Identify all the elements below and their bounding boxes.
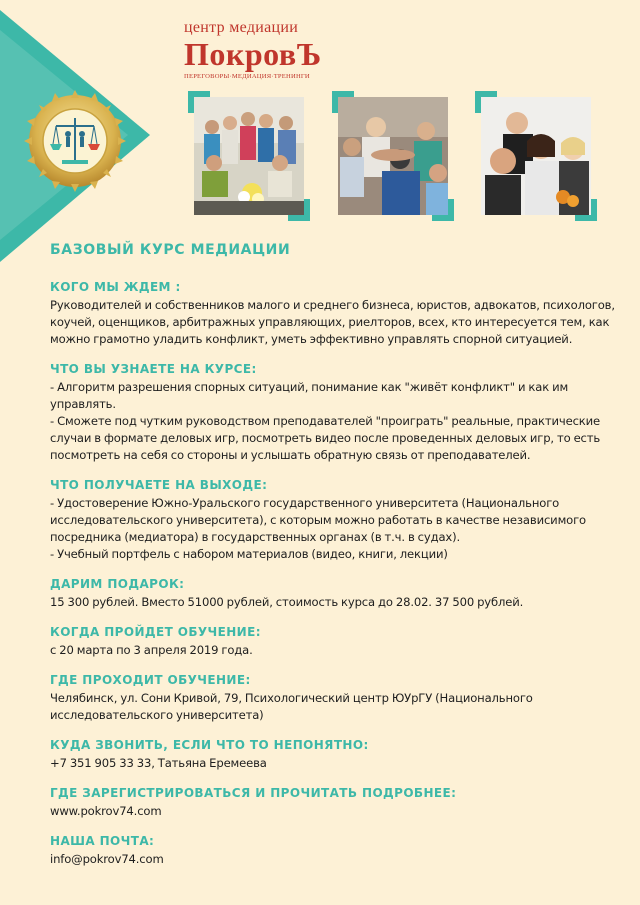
section-text: Челябинск, ул. Сони Кривой, 79, Психологический центр ЮУрГУ (Национального исследовательского университета): [50, 691, 533, 722]
mediation-seal-icon: [22, 88, 128, 194]
brand-logo: [184, 19, 322, 82]
group-photo-2-image: [338, 97, 448, 215]
photo-corner-icon: [188, 91, 210, 113]
section-learn: [50, 362, 620, 464]
group-photo-2: [338, 97, 448, 215]
photo-corner-icon: [432, 199, 454, 221]
section-gift: [50, 577, 620, 611]
section-title: КОГО МЫ ЖДЕМ :: [50, 280, 181, 294]
website-link[interactable]: www.pokrov74.com: [50, 804, 162, 818]
group-photo-3-image: [481, 97, 591, 215]
section-title: КОГДА ПРОЙДЕТ ОБУЧЕНИЕ:: [50, 625, 261, 639]
section-who: [50, 280, 620, 348]
email-link[interactable]: info@pokrov74.com: [50, 852, 164, 866]
section-when: [50, 625, 620, 659]
section-where: [50, 673, 620, 724]
section-title: ГДЕ ЗАРЕГИСТРИРОВАТЬСЯ И ПРОЧИТАТЬ ПОДРОБНЕЕ:: [50, 786, 457, 800]
section-text: с 20 марта по 3 апреля 2019 года.: [50, 643, 253, 657]
section-title: КУДА ЗВОНИТЬ, ЕСЛИ ЧТО ТО НЕПОНЯТНО:: [50, 738, 369, 752]
section-phone: [50, 738, 620, 772]
section-text: - Учебный портфель с набором материалов (видео, книги, лекции): [50, 547, 448, 561]
group-photo-3: [481, 97, 591, 215]
section-text: 15 300 рублей. Вместо 51000 рублей, стоимость курса до 28.02. 37 500 рублей.: [50, 595, 524, 609]
section-register: [50, 786, 620, 820]
logo-tagline: центр медиации: [184, 19, 299, 36]
section-title: НАША ПОЧТА:: [50, 834, 155, 848]
group-photo-1: [194, 97, 304, 215]
section-title: ДАРИМ ПОДАРОК:: [50, 577, 185, 591]
section-title: ЧТО ВЫ УЗНАЕТЕ НА КУРСЕ:: [50, 362, 257, 376]
section-text: - Удостоверение Южно-Уральского государственного университета (Национального исследовательского университета), с которым можно работать в качестве независимого посредника (медиатора) в государственных органах (в т.ч. в судах).: [50, 496, 586, 544]
logo-subtitle: ПЕРЕГОВОРЫ·МЕДИАЦИЯ·ТРЕНИНГИ: [184, 73, 310, 80]
page-title: БАЗОВЫЙ КУРС МЕДИАЦИИ: [50, 242, 291, 258]
phone-number[interactable]: +7 351 905 33 33, Татьяна Еремеева: [50, 756, 267, 770]
logo-title: ПокровЪ: [184, 36, 322, 72]
section-title: ГДЕ ПРОХОДИТ ОБУЧЕНИЕ:: [50, 673, 251, 687]
photo-corner-icon: [575, 199, 597, 221]
photo-corner-icon: [288, 199, 310, 221]
course-info: [50, 242, 620, 882]
photo-corner-icon: [475, 91, 497, 113]
section-text: Руководителей и собственников малого и среднего бизнеса, юристов, адвокатов, психологов, коучей, оценщиков, арбитражных управляющих, риелторов, всех, кто интересуется тем, как можно грамотно уладить конфликт, уметь эффективно управлять спорной ситуацией.: [50, 298, 615, 346]
section-title: ЧТО ПОЛУЧАЕТЕ НА ВЫХОДЕ:: [50, 478, 268, 492]
section-text: - Алгоритм разрешения спорных ситуаций, понимание как "живёт конфликт" и как им управлять.: [50, 380, 569, 411]
section-text: - Сможете под чутким руководством преподавателей "проиграть" реальные, практические случаи в формате деловых игр, посмотреть видео после проведенных деловых игр, то есть посмотреть на себя со стороны и услышать обратную связь от преподавателей.: [50, 414, 601, 462]
section-email: [50, 834, 620, 868]
section-result: [50, 478, 620, 563]
photo-corner-icon: [332, 91, 354, 113]
group-photo-1-image: [194, 97, 304, 215]
